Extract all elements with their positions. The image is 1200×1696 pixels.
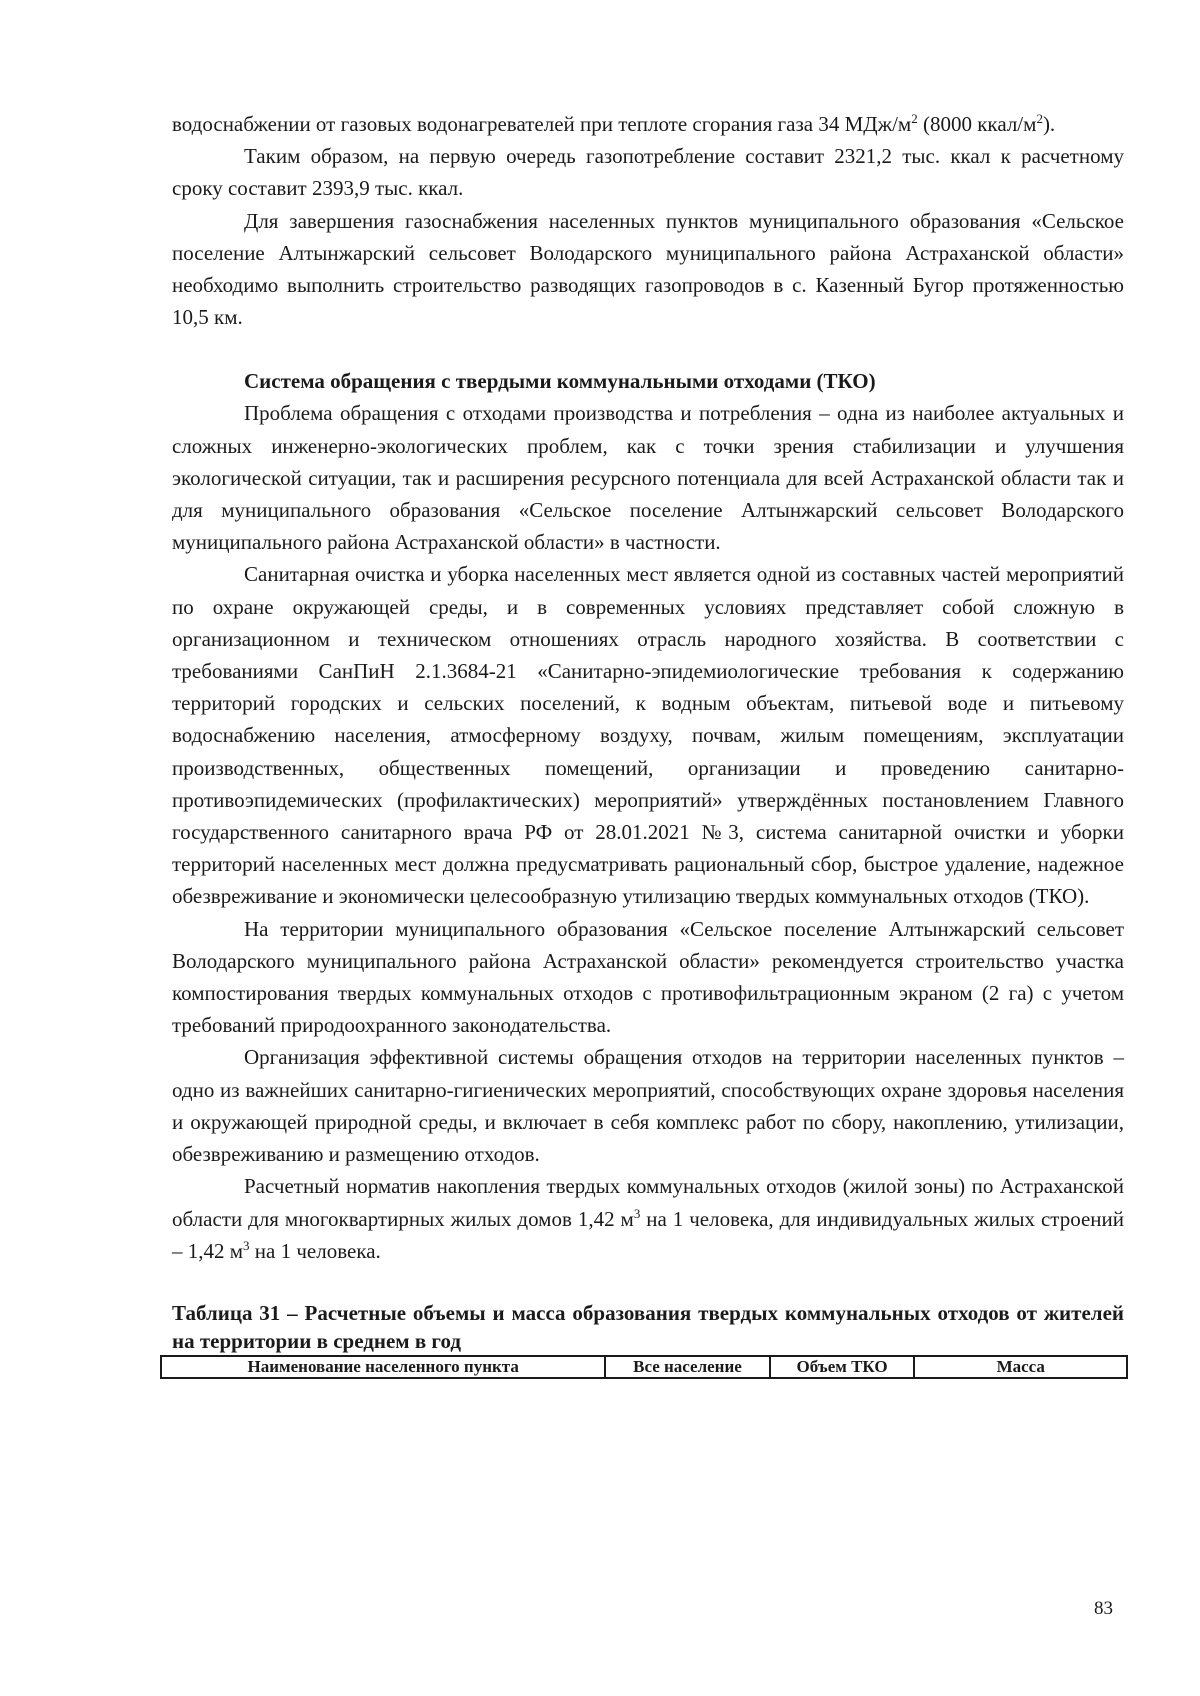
superscript: 3 bbox=[633, 1205, 641, 1221]
page-number: 83 bbox=[1094, 1598, 1113, 1619]
table-caption: Таблица 31 – Расчетные объемы и масса образования твердых коммунальных отходов от жителей на территории в среднем в год bbox=[172, 1300, 1124, 1353]
table-header-cell: Масса bbox=[914, 1356, 1127, 1378]
superscript: 2 bbox=[911, 111, 918, 126]
text-segment: (8000 ккал/м bbox=[917, 112, 1037, 136]
paragraph-composting: На территории муниципального образования «Сельское поселение Алтынжарский сельсовет Володарского муниципального района Астраханской области» рекомендуется строительство участка компостирования твердых коммунальных отходов с противофильтрационным экраном (2 га) с учетом требований природоохранного законодательства. bbox=[172, 916, 1124, 1038]
text-segment: на 1 человека, для индивидуальных жилых строений – 1,42 м bbox=[172, 1206, 1124, 1263]
paragraph-waste-problem: Проблема обращения с отходами производства и потребления – одна из наиболее актуальных и сложных инженерно-экологических проблем, как с точки зрения стабилизации и улучшения экологической ситуации, так и расширения ресурсного потенциала для всей Астраханской области так и для муниципального образования «Сельское поселение Алтынжарский сельсовет Володарского муниципального района Астраханской области» в частности. bbox=[172, 401, 1124, 555]
paragraph-waste-system: Организация эффективной системы обращения отходов на территории населенных пунктов – одно из важнейших санитарно-гигиенических мероприятий, способствующих охране здоровья населения и окружающей природной среды, и включает в себя комплекс работ по сбору, накоплению, утилизации, обезвреживанию и размещению отходов. bbox=[172, 1045, 1124, 1167]
paragraph-gas-consumption: Таким образом, на первую очередь газопотребление составит 2321,2 тыс. ккал к расчетному сроку составит 2393,9 тыс. ккал. bbox=[172, 144, 1124, 201]
text-segment: водоснабжении от газовых водонагревателей при теплоте сгорания газа 34 МДж/м bbox=[172, 112, 912, 136]
waste-table bbox=[160, 1355, 1128, 1379]
table-header-cell: Наименование населенного пункта bbox=[161, 1356, 605, 1378]
spacer bbox=[172, 1267, 1124, 1299]
text-segment: ). bbox=[1042, 112, 1056, 136]
superscript: 2 bbox=[1036, 111, 1043, 126]
section-heading: Система обращения с твердыми коммунальными отходами (ТКО) bbox=[244, 369, 876, 394]
table-header-cell: Объем ТКО bbox=[770, 1356, 915, 1378]
text-segment: Расчетный норматив накопления твердых коммунальных отходов (жилой зоны) по Астраханской области для многоквартирных жилых домов 1,42 м bbox=[172, 1174, 1124, 1231]
paragraph-gas-pipeline: Для завершения газоснабжения населенных пунктов муниципального образования «Сельское поселение Алтынжарский сельсовет Володарского муниципального района Астраханской области» необходимо выполнить строительство разводящих газопроводов в с. Казенный Бугор протяженностью 10,5 км. bbox=[172, 208, 1124, 330]
table-header-row bbox=[161, 1356, 1127, 1378]
paragraph-gas-heaters bbox=[172, 108, 1124, 140]
paragraph-sanitary-cleaning: Санитарная очистка и уборка населенных мест является одной из составных частей мероприятий по охране окружающей среды, и в современных условиях представляет собой сложную в организационном и техническом отношениях отрасль народного хозяйства. В соответствии с требованиями СанПиН 2.1.3684-21 «Санитарно-эпидемиологические требования к содержанию территорий городских и сельских поселений, к водным объектам, питьевой воде и питьевому водоснабжению населения, атмосферному воздуху, почвам, жилым помещениям, эксплуатации производственных, общественных помещений, организации и проведению санитарно-противоэпидемических (профилактических) мероприятий» утверждённых постановлением Главного государственного санитарного врача РФ от 28.01.2021 №3, система санитарной очистки и уборки территорий населенных мест должна предусматривать рациональный сбор, быстрое удаление, надежное обезвреживание и экономически целесообразную утилизацию твердых коммунальных отходов (ТКО). bbox=[172, 562, 1124, 909]
text-segment: на 1 человека. bbox=[249, 1238, 381, 1263]
superscript: 3 bbox=[243, 1237, 250, 1253]
page-content bbox=[172, 108, 1124, 1379]
paragraph-norms bbox=[172, 1170, 1124, 1267]
spacer bbox=[172, 333, 1124, 365]
table-header-cell: Все население bbox=[605, 1356, 769, 1378]
